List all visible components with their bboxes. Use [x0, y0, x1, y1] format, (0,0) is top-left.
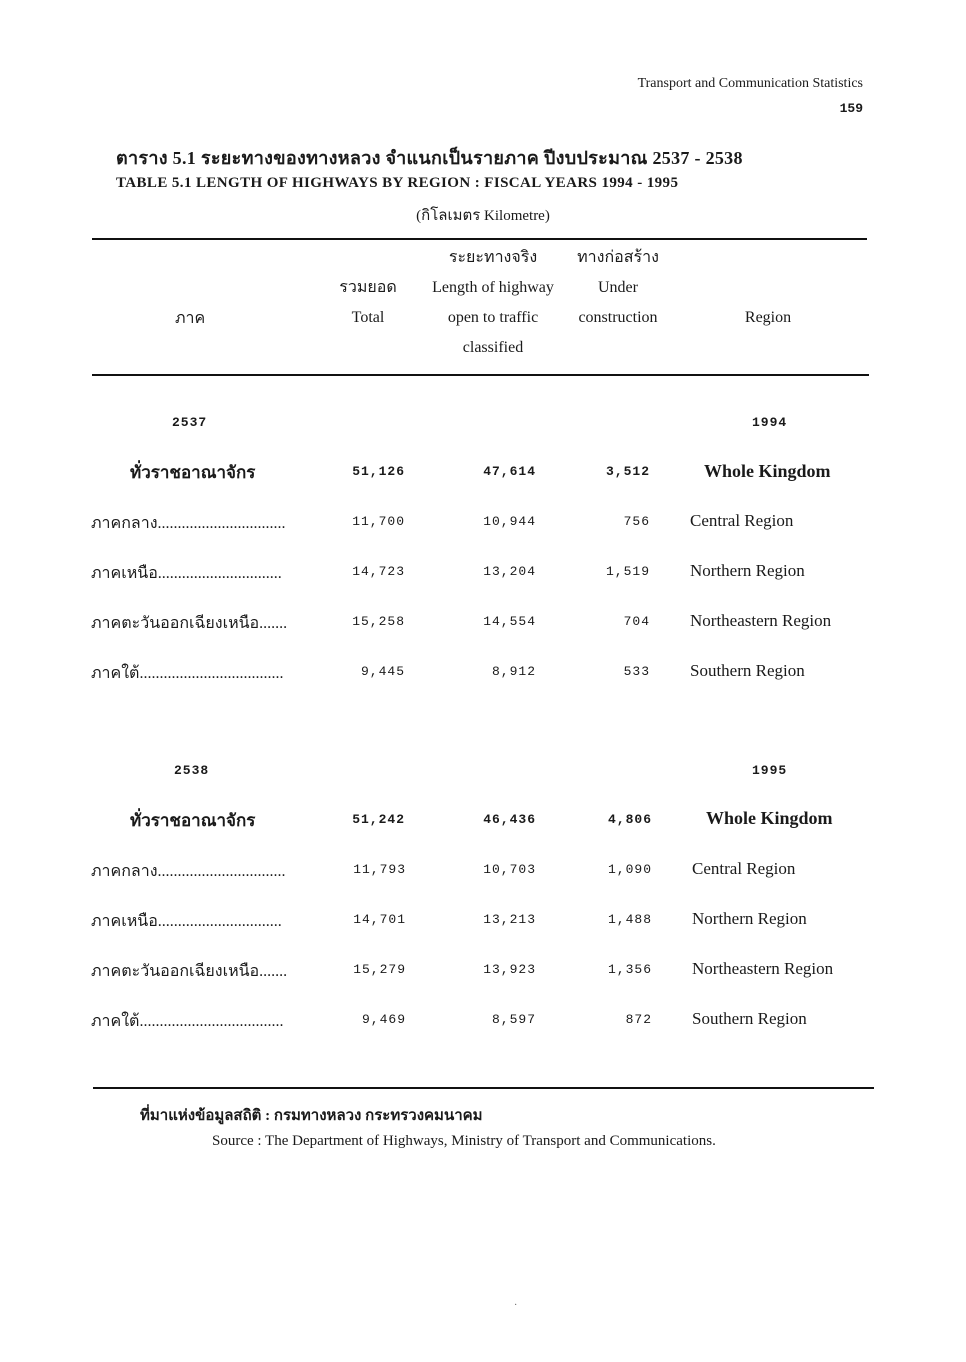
row-label-english: Northern Region — [692, 909, 807, 928]
row-label-english: Whole Kingdom — [704, 461, 831, 481]
table-title-english: TABLE 5.1 LENGTH OF HIGHWAYS BY REGION : FISCAL YEARS 1994 - 1995 — [116, 175, 679, 191]
row-label-thai: ภาคเหนือ............................... — [91, 913, 282, 930]
row-label-english: Central Region — [692, 859, 796, 878]
cell-open-to-traffic: 13,923 — [483, 962, 536, 977]
row-label-thai: ภาคใต้.................................... — [91, 665, 284, 682]
section-year-english: 1994 — [752, 415, 788, 430]
cell-total: 51,242 — [352, 812, 405, 827]
cell-total: 14,723 — [352, 564, 405, 579]
source-note-english: Source : The Department of Highways, Ministry of Transport and Communications. — [212, 1133, 716, 1149]
table-title-thai: ตาราง 5.1 ระยะทางของทางหลวง จำแนกเป็นรายภาค ปีงบประมาณ 2537 - 2538 — [116, 148, 743, 168]
cell-under-construction: 3,512 — [605, 464, 650, 479]
section-year-thai: 2537 — [172, 415, 208, 430]
cell-open-to-traffic: 10,944 — [483, 514, 536, 529]
cell-under-construction: 1,356 — [607, 962, 652, 977]
cell-under-construction: 4,806 — [607, 812, 652, 827]
row-label-english: Central Region — [690, 511, 794, 530]
cell-open-to-traffic: 13,204 — [483, 564, 536, 579]
cell-total: 14,701 — [353, 912, 406, 927]
column-header-region-thai: ภาค — [175, 310, 206, 327]
row-label-english: Northeastern Region — [692, 959, 834, 978]
source-note-thai: ที่มาแห่งข้อมูลสถิติ : กรมทางหลวง กระทรวงคมนาคม — [140, 1108, 483, 1124]
cell-open-to-traffic: 46,436 — [483, 812, 536, 827]
row-label-thai: ทั่วราชอาณาจักร — [130, 463, 256, 482]
cell-total: 9,469 — [361, 1012, 406, 1027]
row-label-thai: ภาคกลาง................................ — [91, 515, 286, 532]
column-header-construction-line-1: Under — [598, 279, 638, 296]
cell-open-to-traffic: 10,703 — [483, 862, 536, 877]
column-header-open-thai: ระยะทางจริง — [448, 249, 538, 266]
cell-under-construction: 872 — [625, 1012, 652, 1027]
column-header-region-english: Region — [744, 309, 792, 326]
row-label-thai: ภาคตะวันออกเฉียงเหนือ....... — [91, 963, 288, 980]
page-number: 159 — [839, 101, 863, 116]
cell-total: 11,793 — [353, 862, 406, 877]
row-label-thai: ภาคตะวันออกเฉียงเหนือ....... — [91, 615, 288, 632]
cell-total: 51,126 — [352, 464, 405, 479]
row-label-thai: ภาคกลาง................................ — [91, 863, 286, 880]
row-label-thai: ภาคเหนือ............................... — [91, 565, 282, 582]
column-header-total-thai: รวมยอด — [339, 279, 397, 296]
publication-header: Transport and Communication Statistics — [637, 76, 863, 91]
table-bottom-rule — [93, 1087, 874, 1089]
cell-under-construction: 1,488 — [607, 912, 652, 927]
cell-under-construction: 1,090 — [607, 862, 652, 877]
cell-open-to-traffic: 14,554 — [483, 614, 536, 629]
cell-under-construction: 704 — [623, 614, 650, 629]
row-label-english: Northeastern Region — [690, 611, 832, 630]
cell-total: 15,279 — [353, 962, 406, 977]
column-header-construction-thai: ทางก่อสร้าง — [577, 249, 659, 266]
cell-total: 9,445 — [360, 664, 405, 679]
cell-open-to-traffic: 8,597 — [491, 1012, 536, 1027]
row-label-english: Northern Region — [690, 561, 805, 580]
row-label-thai: ทั่วราชอาณาจักร — [130, 811, 256, 830]
cell-under-construction: 533 — [623, 664, 650, 679]
column-header-under-construction — [565, 243, 671, 333]
column-header-open-line-3: classified — [462, 339, 524, 356]
table-top-rule — [92, 238, 867, 240]
column-header-construction-line-2: construction — [578, 309, 658, 326]
header-bottom-rule — [92, 374, 869, 376]
column-header-open-to-traffic — [413, 243, 573, 363]
scan-speck: · — [514, 1300, 518, 1311]
column-header-total-english: Total — [351, 309, 385, 326]
row-label-english: Southern Region — [692, 1009, 807, 1028]
row-label-english: Whole Kingdom — [706, 808, 833, 828]
cell-under-construction: 756 — [623, 514, 650, 529]
column-header-total — [318, 273, 418, 333]
row-label-english: Southern Region — [690, 661, 805, 680]
column-header-open-line-2: open to traffic — [447, 309, 539, 326]
cell-total: 11,700 — [352, 514, 405, 529]
column-header-open-line-1: Length of highway — [432, 279, 554, 296]
cell-open-to-traffic: 8,912 — [491, 664, 536, 679]
cell-under-construction: 1,519 — [605, 564, 650, 579]
row-label-thai: ภาคใต้.................................... — [91, 1013, 284, 1030]
cell-total: 15,258 — [352, 614, 405, 629]
cell-open-to-traffic: 47,614 — [483, 464, 536, 479]
cell-open-to-traffic: 13,213 — [483, 912, 536, 927]
section-year-thai: 2538 — [174, 763, 210, 778]
section-year-english: 1995 — [752, 763, 788, 778]
table-unit: (กิโลเมตร Kilometre) — [416, 208, 550, 224]
